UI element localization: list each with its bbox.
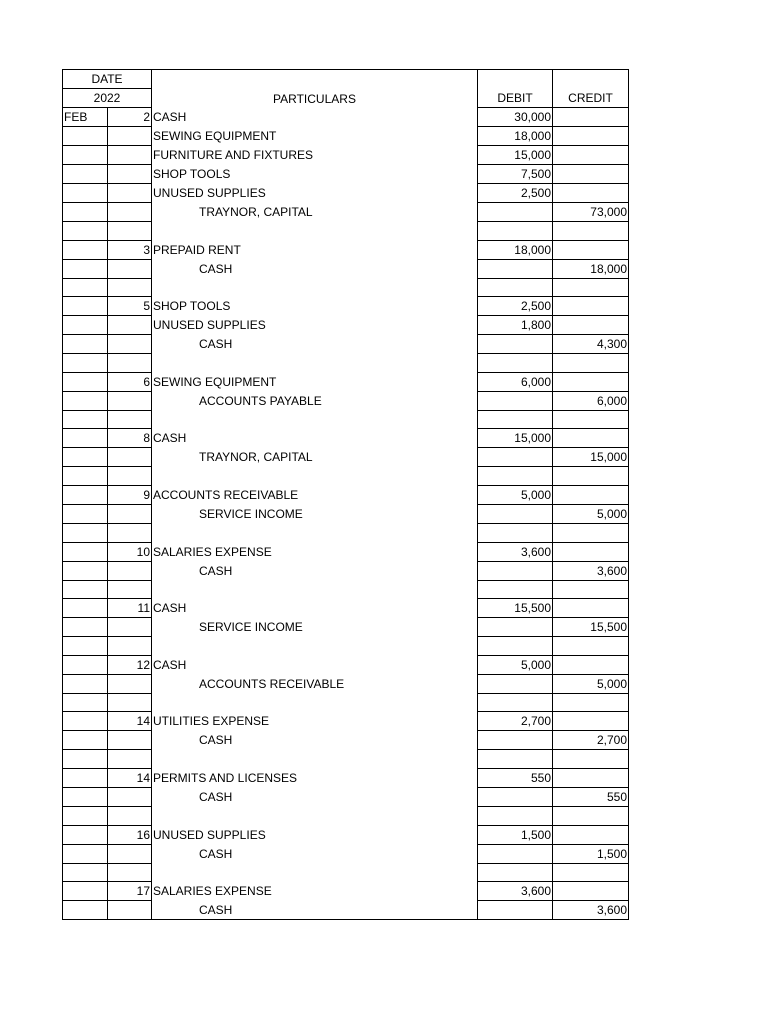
account-cell <box>152 354 478 373</box>
month-cell <box>63 410 108 429</box>
month-cell <box>63 504 108 523</box>
account-cell: SEWING EQUIPMENT <box>152 372 478 391</box>
debit-cell <box>478 806 553 825</box>
journal-row <box>63 901 629 920</box>
debit-cell: 15,000 <box>478 429 553 448</box>
day-cell <box>108 165 152 184</box>
credit-cell <box>553 712 629 731</box>
debit-cell: 5,000 <box>478 485 553 504</box>
debit-cell: 5,000 <box>478 655 553 674</box>
debit-cell <box>478 259 553 278</box>
debit-cell <box>478 561 553 580</box>
day-cell <box>108 410 152 429</box>
day-cell: 2 <box>108 108 152 127</box>
journal-row <box>63 127 629 146</box>
account-cell <box>152 806 478 825</box>
account-cell: CASH <box>152 599 478 618</box>
day-cell <box>108 448 152 467</box>
journal-row <box>63 278 629 297</box>
credit-cell <box>553 637 629 656</box>
debit-cell <box>478 523 553 542</box>
month-cell <box>63 127 108 146</box>
credit-cell: 6,000 <box>553 391 629 410</box>
month-cell <box>63 297 108 316</box>
debit-cell <box>478 731 553 750</box>
day-cell: 6 <box>108 372 152 391</box>
journal-row <box>63 203 629 222</box>
month-cell <box>63 561 108 580</box>
debit-cell <box>478 580 553 599</box>
account-cell: CASH <box>152 108 478 127</box>
journal-row <box>63 410 629 429</box>
month-cell <box>63 278 108 297</box>
account-cell: SALARIES EXPENSE <box>152 882 478 901</box>
day-cell <box>108 901 152 920</box>
credit-cell <box>553 108 629 127</box>
credit-cell <box>553 542 629 561</box>
month-cell <box>63 146 108 165</box>
journal-row <box>63 750 629 769</box>
journal-row <box>63 259 629 278</box>
account-cell <box>152 637 478 656</box>
credit-cell <box>553 278 629 297</box>
day-cell <box>108 316 152 335</box>
journal-row <box>63 448 629 467</box>
day-cell <box>108 693 152 712</box>
journal-row <box>63 391 629 410</box>
account-cell: PERMITS AND LICENSES <box>152 768 478 787</box>
journal-row <box>63 655 629 674</box>
day-cell <box>108 335 152 354</box>
month-cell <box>63 768 108 787</box>
day-cell: 17 <box>108 882 152 901</box>
account-cell <box>152 863 478 882</box>
debit-cell <box>478 354 553 373</box>
credit-cell <box>553 410 629 429</box>
journal-row <box>63 806 629 825</box>
account-cell: FURNITURE AND FIXTURES <box>152 146 478 165</box>
month-cell <box>63 863 108 882</box>
debit-cell <box>478 901 553 920</box>
credit-cell <box>553 222 629 241</box>
credit-cell <box>553 485 629 504</box>
account-cell: UNUSED SUPPLIES <box>152 316 478 335</box>
day-cell <box>108 259 152 278</box>
credit-cell <box>553 240 629 259</box>
month-cell <box>63 391 108 410</box>
day-cell <box>108 787 152 806</box>
account-cell: SERVICE INCOME <box>152 618 478 637</box>
month-cell <box>63 806 108 825</box>
journal-row <box>63 787 629 806</box>
credit-cell: 15,000 <box>553 448 629 467</box>
journal-row <box>63 523 629 542</box>
journal-row <box>63 731 629 750</box>
day-cell <box>108 806 152 825</box>
account-cell: SALARIES EXPENSE <box>152 542 478 561</box>
month-cell <box>63 448 108 467</box>
account-cell: SEWING EQUIPMENT <box>152 127 478 146</box>
account-cell: UNUSED SUPPLIES <box>152 825 478 844</box>
month-cell <box>63 542 108 561</box>
month-cell <box>63 599 108 618</box>
month-cell <box>63 787 108 806</box>
month-cell <box>63 222 108 241</box>
month-cell <box>63 882 108 901</box>
debit-cell <box>478 410 553 429</box>
credit-cell <box>553 825 629 844</box>
credit-cell <box>553 882 629 901</box>
account-cell: UNUSED SUPPLIES <box>152 184 478 203</box>
journal-row <box>63 712 629 731</box>
journal-row <box>63 674 629 693</box>
journal-row <box>63 372 629 391</box>
account-cell <box>152 467 478 486</box>
day-cell: 12 <box>108 655 152 674</box>
header-row-date <box>63 70 629 89</box>
credit-cell <box>553 372 629 391</box>
month-cell <box>63 467 108 486</box>
debit-cell: 1,800 <box>478 316 553 335</box>
journal-row <box>63 467 629 486</box>
credit-cell <box>553 768 629 787</box>
credit-cell: 4,300 <box>553 335 629 354</box>
general-journal-table <box>62 69 629 920</box>
debit-cell: 2,500 <box>478 184 553 203</box>
month-cell <box>63 618 108 637</box>
month-cell: FEB <box>63 108 108 127</box>
debit-cell: 7,500 <box>478 165 553 184</box>
day-cell <box>108 731 152 750</box>
month-cell <box>63 844 108 863</box>
month-cell <box>63 655 108 674</box>
debit-cell <box>478 203 553 222</box>
debit-cell: 15,000 <box>478 146 553 165</box>
day-cell <box>108 750 152 769</box>
month-cell <box>63 259 108 278</box>
day-cell <box>108 203 152 222</box>
day-cell <box>108 674 152 693</box>
account-cell: CASH <box>152 844 478 863</box>
journal-row <box>63 844 629 863</box>
account-cell: CASH <box>152 429 478 448</box>
account-cell: CASH <box>152 901 478 920</box>
month-cell <box>63 693 108 712</box>
journal-row <box>63 316 629 335</box>
debit-cell <box>478 787 553 806</box>
credit-cell: 18,000 <box>553 259 629 278</box>
credit-cell <box>553 127 629 146</box>
journal-row <box>63 146 629 165</box>
debit-cell: 30,000 <box>478 108 553 127</box>
journal-row <box>63 542 629 561</box>
month-cell <box>63 485 108 504</box>
credit-cell: 1,500 <box>553 844 629 863</box>
debit-cell: 1,500 <box>478 825 553 844</box>
credit-cell: 5,000 <box>553 504 629 523</box>
journal-row <box>63 637 629 656</box>
month-cell <box>63 316 108 335</box>
month-cell <box>63 184 108 203</box>
day-cell <box>108 146 152 165</box>
credit-cell <box>553 693 629 712</box>
debit-cell <box>478 674 553 693</box>
month-cell <box>63 240 108 259</box>
journal-row <box>63 768 629 787</box>
day-cell <box>108 637 152 656</box>
debit-cell <box>478 618 553 637</box>
month-cell <box>63 674 108 693</box>
credit-cell <box>553 750 629 769</box>
month-cell <box>63 203 108 222</box>
debit-cell: 18,000 <box>478 127 553 146</box>
debit-cell: 2,500 <box>478 297 553 316</box>
day-cell <box>108 222 152 241</box>
journal-row <box>63 485 629 504</box>
month-cell <box>63 372 108 391</box>
day-cell <box>108 467 152 486</box>
debit-cell <box>478 637 553 656</box>
credit-cell: 5,000 <box>553 674 629 693</box>
month-cell <box>63 731 108 750</box>
journal-row <box>63 693 629 712</box>
credit-cell <box>553 165 629 184</box>
debit-cell <box>478 391 553 410</box>
day-cell: 16 <box>108 825 152 844</box>
account-cell: CASH <box>152 259 478 278</box>
month-cell <box>63 825 108 844</box>
credit-cell: 3,600 <box>553 561 629 580</box>
account-cell: SHOP TOOLS <box>152 297 478 316</box>
journal-row <box>63 825 629 844</box>
day-cell <box>108 354 152 373</box>
account-cell: TRAYNOR, CAPITAL <box>152 203 478 222</box>
account-cell <box>152 750 478 769</box>
day-cell: 14 <box>108 768 152 787</box>
day-cell: 10 <box>108 542 152 561</box>
account-cell <box>152 693 478 712</box>
account-cell: SERVICE INCOME <box>152 504 478 523</box>
month-cell <box>63 523 108 542</box>
day-cell <box>108 863 152 882</box>
debit-cell <box>478 467 553 486</box>
month-cell <box>63 750 108 769</box>
debit-cell: 3,600 <box>478 882 553 901</box>
credit-cell <box>553 354 629 373</box>
credit-cell <box>553 297 629 316</box>
debit-header: DEBIT <box>478 70 553 108</box>
credit-cell <box>553 599 629 618</box>
credit-cell: 73,000 <box>553 203 629 222</box>
credit-cell <box>553 806 629 825</box>
credit-cell <box>553 184 629 203</box>
debit-cell <box>478 278 553 297</box>
journal-row <box>63 354 629 373</box>
month-cell <box>63 637 108 656</box>
account-cell: TRAYNOR, CAPITAL <box>152 448 478 467</box>
month-cell <box>63 165 108 184</box>
account-cell: PREPAID RENT <box>152 240 478 259</box>
account-cell: ACCOUNTS RECEIVABLE <box>152 485 478 504</box>
credit-cell <box>553 429 629 448</box>
credit-cell <box>553 146 629 165</box>
journal-row <box>63 108 629 127</box>
debit-cell <box>478 693 553 712</box>
journal-row <box>63 504 629 523</box>
month-cell <box>63 712 108 731</box>
credit-cell: 15,500 <box>553 618 629 637</box>
debit-cell <box>478 335 553 354</box>
year-header: 2022 <box>63 89 152 108</box>
day-cell <box>108 278 152 297</box>
day-cell <box>108 580 152 599</box>
credit-cell <box>553 316 629 335</box>
journal-row <box>63 599 629 618</box>
credit-header: CREDIT <box>553 70 629 108</box>
account-cell: SHOP TOOLS <box>152 165 478 184</box>
journal-row <box>63 561 629 580</box>
journal-row <box>63 863 629 882</box>
month-cell <box>63 429 108 448</box>
account-cell: CASH <box>152 787 478 806</box>
account-cell <box>152 222 478 241</box>
date-header: DATE <box>63 70 152 89</box>
day-cell: 8 <box>108 429 152 448</box>
journal-row <box>63 165 629 184</box>
month-cell <box>63 335 108 354</box>
debit-cell <box>478 448 553 467</box>
account-cell: CASH <box>152 655 478 674</box>
debit-cell: 550 <box>478 768 553 787</box>
day-cell <box>108 844 152 863</box>
account-cell: CASH <box>152 731 478 750</box>
day-cell <box>108 184 152 203</box>
debit-cell <box>478 504 553 523</box>
day-cell: 3 <box>108 240 152 259</box>
credit-cell <box>553 467 629 486</box>
day-cell: 9 <box>108 485 152 504</box>
journal-row <box>63 580 629 599</box>
credit-cell <box>553 580 629 599</box>
journal-row <box>63 184 629 203</box>
account-cell: ACCOUNTS PAYABLE <box>152 391 478 410</box>
day-cell <box>108 561 152 580</box>
credit-cell <box>553 523 629 542</box>
day-cell <box>108 391 152 410</box>
debit-cell: 15,500 <box>478 599 553 618</box>
debit-cell <box>478 222 553 241</box>
journal-row <box>63 335 629 354</box>
journal-row <box>63 297 629 316</box>
debit-cell <box>478 844 553 863</box>
account-cell: ACCOUNTS RECEIVABLE <box>152 674 478 693</box>
day-cell <box>108 618 152 637</box>
account-cell <box>152 523 478 542</box>
credit-cell <box>553 863 629 882</box>
credit-cell <box>553 655 629 674</box>
debit-cell: 3,600 <box>478 542 553 561</box>
month-cell <box>63 580 108 599</box>
account-cell: UTILITIES EXPENSE <box>152 712 478 731</box>
particulars-header: PARTICULARS <box>152 70 478 108</box>
journal-row <box>63 222 629 241</box>
month-cell <box>63 354 108 373</box>
credit-cell: 3,600 <box>553 901 629 920</box>
account-cell <box>152 410 478 429</box>
credit-cell: 550 <box>553 787 629 806</box>
day-cell <box>108 523 152 542</box>
journal-row <box>63 882 629 901</box>
journal-row <box>63 618 629 637</box>
account-cell <box>152 278 478 297</box>
debit-cell: 6,000 <box>478 372 553 391</box>
day-cell <box>108 504 152 523</box>
day-cell: 14 <box>108 712 152 731</box>
debit-cell: 2,700 <box>478 712 553 731</box>
day-cell: 11 <box>108 599 152 618</box>
credit-cell: 2,700 <box>553 731 629 750</box>
journal-row <box>63 429 629 448</box>
journal-row <box>63 240 629 259</box>
debit-cell <box>478 863 553 882</box>
debit-cell <box>478 750 553 769</box>
month-cell <box>63 901 108 920</box>
day-cell: 5 <box>108 297 152 316</box>
account-cell: CASH <box>152 335 478 354</box>
day-cell <box>108 127 152 146</box>
account-cell: CASH <box>152 561 478 580</box>
debit-cell: 18,000 <box>478 240 553 259</box>
account-cell <box>152 580 478 599</box>
